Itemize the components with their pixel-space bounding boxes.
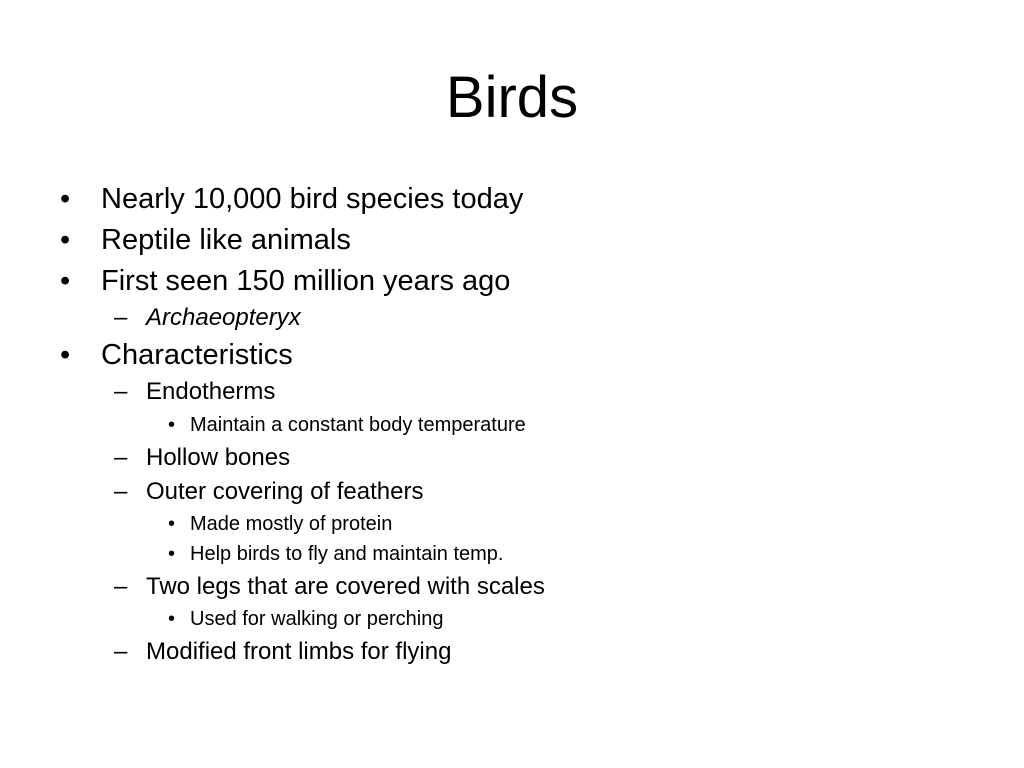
dash-marker: –: [114, 573, 128, 600]
list-item: Made mostly of protein: [190, 513, 393, 535]
slide-title: Birds: [445, 65, 579, 130]
list-item: Help birds to fly and maintain temp.: [190, 543, 504, 565]
list-item: Modified front limbs for flying: [146, 638, 452, 665]
bullet-marker: •: [168, 543, 176, 565]
bullet-marker: •: [168, 414, 176, 436]
dash-marker: –: [114, 444, 128, 471]
list-item: Maintain a constant body temperature: [190, 414, 526, 436]
dash-marker: –: [114, 478, 128, 505]
list-item: Hollow bones: [146, 444, 291, 471]
dash-marker: –: [114, 378, 128, 405]
list-item: Nearly 10,000 bird species today: [101, 183, 524, 215]
bullet-marker: •: [60, 339, 71, 371]
bullet-marker: •: [60, 224, 71, 256]
list-item: Characteristics: [101, 339, 293, 371]
list-item: Used for walking or perching: [190, 608, 444, 630]
list-item: Two legs that are covered with scales: [146, 573, 545, 600]
list-item: First seen 150 million years ago: [101, 265, 511, 297]
dash-marker: –: [114, 638, 128, 665]
bullet-marker: •: [168, 513, 176, 535]
list-item: Endotherms: [146, 378, 276, 405]
list-item: Archaeopteryx: [146, 304, 301, 331]
bullet-marker: •: [60, 183, 71, 215]
list-item: Outer covering of feathers: [146, 478, 424, 505]
bullet-marker: •: [168, 608, 176, 630]
dash-marker: –: [114, 304, 128, 331]
list-item: Reptile like animals: [101, 224, 351, 256]
bullet-marker: •: [60, 265, 71, 297]
